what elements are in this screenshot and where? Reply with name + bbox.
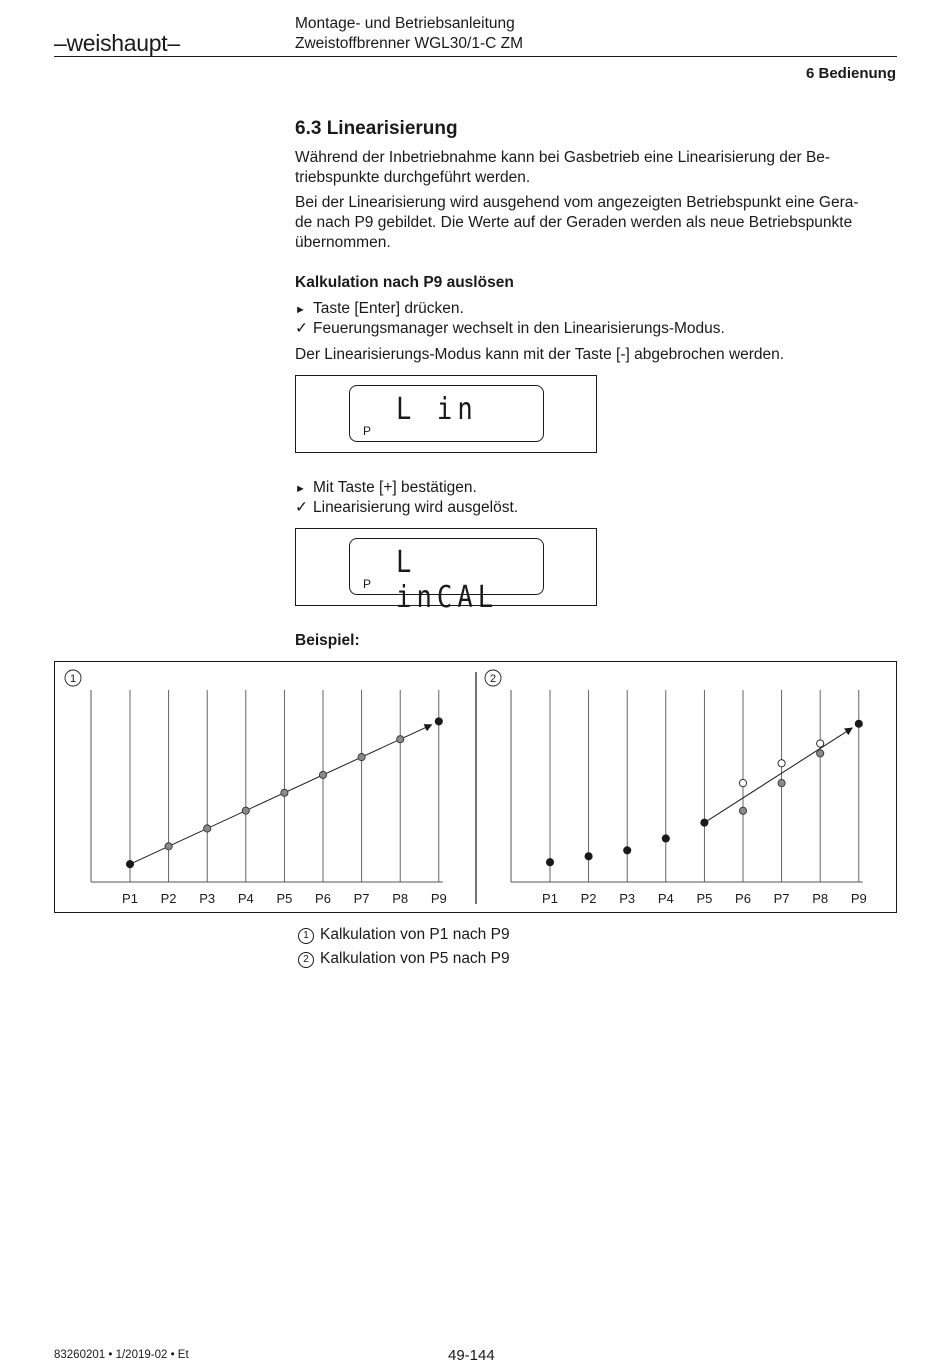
tick-label: P4 [657, 891, 674, 906]
data-point-original [817, 740, 824, 747]
cancel-note: Der Linearisierungs-Modus kann mit der Taste [-] abgebrochen werden. [295, 346, 785, 363]
example-charts [54, 661, 897, 913]
section-title: 6.3 Linearisierung [295, 118, 458, 139]
tick-label: P7 [353, 891, 370, 906]
description-paragraph [295, 193, 895, 253]
intro-line: Während der Inbetriebnahme kann bei Gasbetrieb eine Linearisierung der Be- [295, 149, 831, 166]
result-mode [295, 319, 725, 338]
data-point-calculated [817, 750, 824, 757]
data-point [435, 718, 442, 725]
tick-label: P1 [542, 891, 558, 906]
data-point-calculated [397, 736, 404, 743]
data-point [701, 819, 708, 826]
description-line: Bei der Linearisierung wird ausgehend vom angezeigten Betriebspunkt eine Gera- [295, 194, 859, 211]
tick-label: P7 [773, 891, 790, 906]
data-point-calculated [242, 807, 249, 814]
tick-label: P5 [276, 891, 293, 906]
lcd-display-lincal [295, 528, 597, 615]
legend-number: 2 [298, 952, 314, 968]
tick-label: P6 [735, 891, 751, 906]
lcd-screen [349, 385, 544, 442]
result-text: Linearisierung wird ausgelöst. [313, 499, 519, 516]
action-marker: ► [295, 304, 306, 316]
example-heading: Beispiel: [295, 632, 360, 649]
data-point [126, 861, 133, 868]
tick-label: P8 [392, 891, 409, 906]
linearization-charts [55, 662, 896, 912]
data-point-calculated [204, 825, 211, 832]
tick-label: P3 [199, 891, 216, 906]
tick-label: P9 [850, 891, 867, 906]
linearization-line [704, 728, 852, 823]
data-point-calculated [281, 789, 288, 796]
lcd-p-label: P [363, 577, 372, 591]
tick-label: P3 [619, 891, 636, 906]
data-point-calculated [165, 843, 172, 850]
tick-label: P2 [580, 891, 597, 906]
tick-label: P1 [122, 891, 138, 906]
panel-number: 1 [69, 673, 77, 685]
legend-item-1 [298, 926, 510, 944]
data-point-calculated [358, 753, 365, 760]
data-point [624, 847, 631, 854]
panel-number: 2 [489, 673, 497, 685]
document-number: 83260201 • 1/2019-02 • Et [54, 1349, 189, 1361]
lcd-text: L inCAL [396, 545, 499, 615]
lcd-display-lin [295, 375, 597, 453]
data-point-calculated [739, 807, 746, 814]
lcd-p-label: P [363, 424, 372, 438]
intro-line: triebspunkte durchgeführt werden. [295, 169, 531, 186]
tick-label: P5 [696, 891, 713, 906]
tick-label: P9 [430, 891, 447, 906]
tick-label: P2 [160, 891, 177, 906]
result-text: Feuerungsmanager wechselt in den Linearisierungs-Modus. [313, 320, 725, 337]
data-point-calculated [778, 779, 785, 786]
check-icon: ✓ [295, 320, 308, 337]
data-point-original [739, 779, 746, 786]
legend-text: Kalkulation von P5 nach P9 [320, 950, 510, 967]
page-number: 49-144 [448, 1347, 495, 1364]
data-point [585, 853, 592, 860]
legend-number: 1 [298, 928, 314, 944]
tick-label: P6 [315, 891, 331, 906]
result-triggered [295, 498, 518, 517]
weishaupt-logo: –weishaupt– [54, 30, 180, 56]
data-point [662, 835, 669, 842]
step-confirm [295, 479, 477, 497]
check-icon: ✓ [295, 499, 308, 516]
lcd-text: L in [396, 392, 478, 427]
action-marker: ► [295, 483, 306, 495]
manual-title: Montage- und Betriebsanleitung [295, 15, 515, 32]
header-rule [54, 56, 897, 57]
description-line: übernommen. [295, 234, 391, 251]
step-enter [295, 300, 464, 318]
calc-heading: Kalkulation nach P9 auslösen [295, 274, 514, 291]
data-point-original [778, 760, 785, 767]
lcd-screen [349, 538, 544, 615]
data-point-calculated [319, 771, 326, 778]
description-line: de nach P9 gebildet. Die Werte auf der Geraden werden als neue Betriebspunkte [295, 214, 853, 231]
legend-text: Kalkulation von P1 nach P9 [320, 926, 510, 943]
product-name: Zweistoffbrenner WGL30/1-C ZM [295, 35, 523, 52]
intro-paragraph [295, 148, 895, 188]
data-point [546, 859, 553, 866]
tick-label: P4 [237, 891, 254, 906]
step-text: Taste [Enter] drücken. [313, 300, 464, 317]
data-point [855, 720, 862, 727]
chapter-title: 6 Bedienung [805, 65, 896, 82]
legend-item-2 [298, 950, 510, 968]
tick-label: P8 [812, 891, 829, 906]
step-text: Mit Taste [+] bestätigen. [313, 479, 477, 496]
